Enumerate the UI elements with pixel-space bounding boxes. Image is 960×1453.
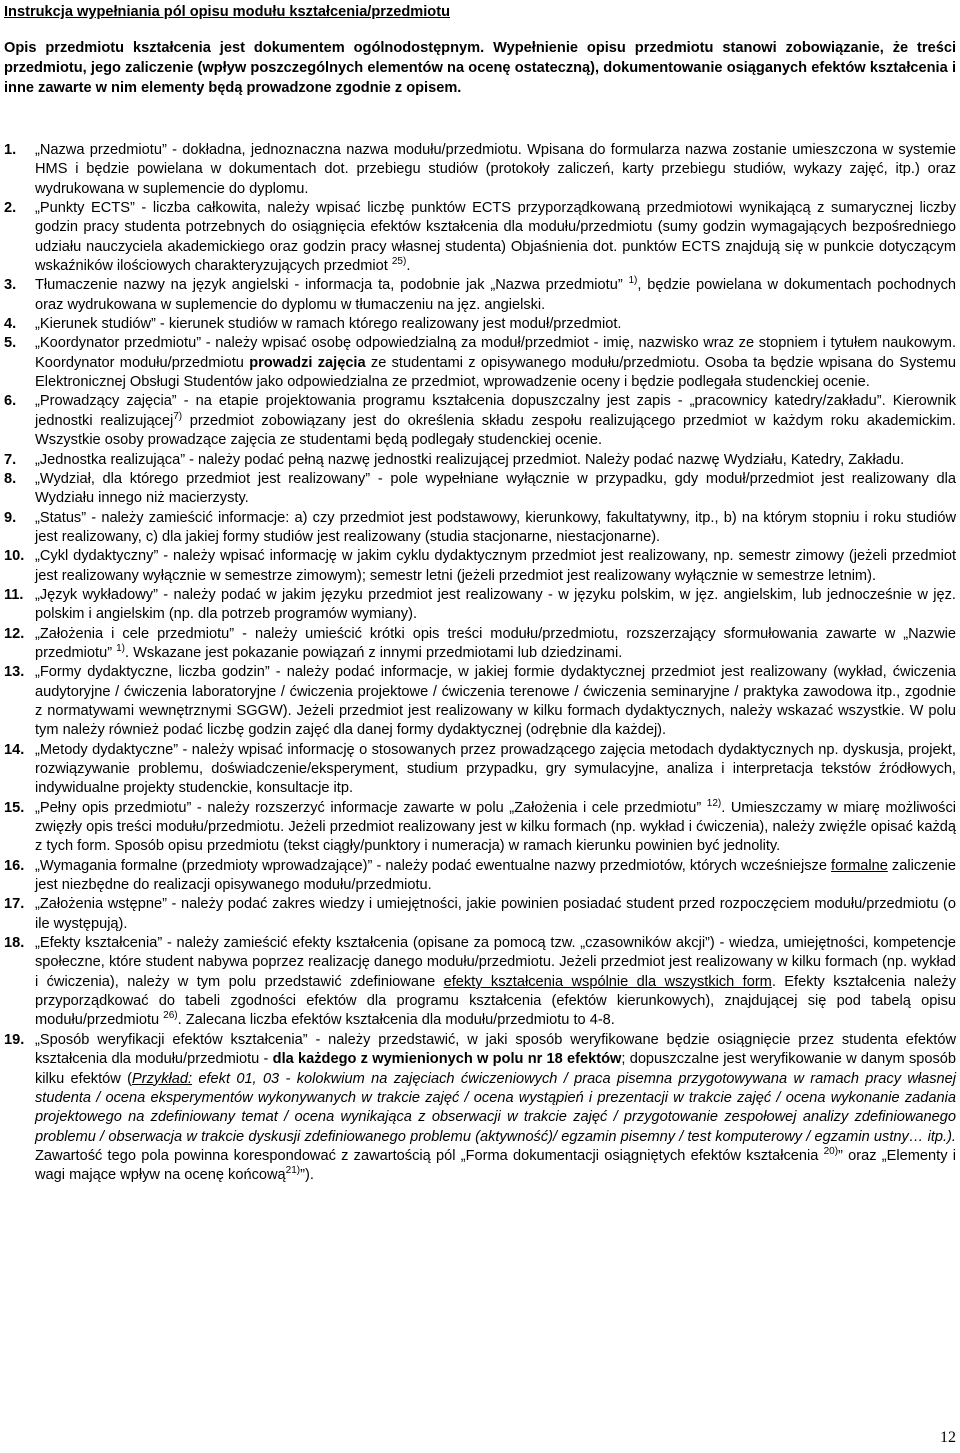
item-text-segment: ze studentami z opisywanego modułu/przedmiotu. Osoba ta będzie wpisana do Systemu Elektronicznej Obsługi Studentów jako odpowiedzialna ze przedmiot, wprowadzenie oceny i będzie podlegała studenckiej ocenie. <box>35 354 956 391</box>
item-number: 3. <box>4 277 17 294</box>
item-text <box>35 895 956 934</box>
item-text-segment: zaliczenie jest niezbędne do realizacji opisywanego modułu/przedmiotu. <box>35 857 957 894</box>
item-text <box>35 509 956 548</box>
item-text-segment: Przykład: <box>132 1070 193 1087</box>
item-text-segment: „Wymagania formalne (przedmioty wprowadzające)” - należy podać ewentualne nazwy przedmiotów, których wcześniejsze <box>35 857 832 874</box>
item-number: 8. <box>4 470 17 487</box>
list-item <box>4 451 956 470</box>
item-text <box>35 334 956 392</box>
item-number: 14. <box>4 741 25 758</box>
list-item <box>4 470 956 509</box>
item-text <box>35 141 956 199</box>
item-number: 15. <box>4 799 25 816</box>
item-text-segment: „Sposób weryfikacji efektów kształcenia” - należy przedstawić, w jaki sposób weryfikowane będzie osiągnięcie przez studenta efektów kształcenia dla modułu/przedmiotu - <box>35 1031 956 1068</box>
item-text-segment: „Pełny opis przedmiotu” - należy rozszerzyć informacje zawarte w polu „Założenia i cele przedmiotu” <box>35 799 707 816</box>
item-text-segment: „Metody dydaktyczne” - należy wpisać informację o stosowanych przez prowadzącego zajęcia metodach dydaktycznych np. dyskusja, projekt, rozwiązywanie problemu, doświadczenie/eksperyment, studium przypadku, gry symulacyjne, analiza i interpretacja tekstów źródłowych, indywidualne projekty studenckie, konsultacje itp. <box>35 741 956 797</box>
item-number: 1. <box>4 142 17 158</box>
item-text-segment: efekty kształcenia wspólnie dla wszystkich form <box>443 973 772 990</box>
item-number: 2. <box>4 200 17 217</box>
item-text <box>35 547 956 586</box>
footnote-reference: 12) <box>706 797 722 809</box>
item-text-segment: przedmiot zobowiązany jest do określenia składu zespołu realizującego przedmiot w każdym roku akademickim. Wszystkie osoby prowadzące zajęcia ze studentami będą podlegały studenckiej ocenie. <box>35 412 956 449</box>
list-item <box>4 625 956 664</box>
item-text-segment: Tłumaczenie nazwy na język angielski - informacja ta, podobnie jak „Nazwa przedmiotu” <box>35 277 629 294</box>
footnote-reference: 1) <box>116 642 126 654</box>
item-text <box>35 199 956 276</box>
item-text-segment: „Założenia wstępne” - należy podać zakres wiedzy i umiejętności, jakie powinien posiadać student przed rozpoczęciem modułu/przedmiotu (o ile występują). <box>35 896 956 932</box>
item-text-segment: „Formy dydaktyczne, liczba godzin” - należy podać informacje, w jakiej formie dydaktycznej przedmiot jest realizowany (wykład, ćwiczenia audytoryjne / ćwiczenia laboratoryjne / ćwiczenia projektowe / ćwiczenia terenowe / ćwiczenia seminaryjne / praktyka zawodowa itp., zgodnie z normatywami wewnętrznymi SGGW). Jeżeli przedmiot jest realizowany w kilku formach dydaktycznych, należy wskazać wszystkie. W polu tym należy również podać liczbę godzin zajęć dla danej formy dydaktycznej (odrębnie dla każdej). <box>35 664 956 739</box>
item-text-segment: . <box>406 258 411 275</box>
item-text-segment: . Wskazane jest pokazanie powiązań z innymi przedmiotami lub dziedzinami. <box>125 644 623 661</box>
document-title: Instrukcja wypełniania pól opisu modułu kształcenia/przedmiotu <box>4 4 451 20</box>
item-text-segment: ” oraz „Elementy i wagi mające wpływ na ocenę końcową <box>35 1147 956 1184</box>
item-text-segment: „Status” - należy zamieścić informacje: a) czy przedmiot jest podstawowy, kierunkowy, fakultatywny, itp., b) na którym stopniu i roku studiów jest realizowany, c) dla jakiej formy studiów jest realizowany (studia stacjonarne, niestacjonarne). <box>35 509 956 545</box>
item-number: 18. <box>4 935 25 952</box>
item-number: 11. <box>4 586 24 603</box>
item-number: 5. <box>4 335 17 352</box>
item-number: 12. <box>4 625 25 642</box>
item-text <box>35 1031 956 1186</box>
list-item <box>4 276 956 315</box>
list-item <box>4 509 956 548</box>
item-text <box>35 799 956 857</box>
list-item <box>4 547 956 586</box>
list-item <box>4 199 956 276</box>
item-text-segment: „Jednostka realizująca” - należy podać pełną nazwę jednostki realizującej przedmiot. Należy podać nazwę Wydziału, Katedry, Zakładu. <box>35 451 905 468</box>
list-item <box>4 334 956 392</box>
intro-paragraph: Opis przedmiotu kształcenia jest dokumentem ogólnodostępnym. Wypełnienie opisu przedmiotu stanowi zobowiązanie, że treści przedmiotu, jego zaliczenie (wpływ poszczególnych elementów na ocenę ostateczną), dokumentowanie osiąganych efektów kształcenia i inne zawarte w nim elementy będą prowadzone zgodnie z opisem. <box>4 40 956 96</box>
item-text <box>35 276 956 315</box>
item-number: 7. <box>4 451 17 468</box>
page-number: 12 <box>940 1429 956 1446</box>
item-text-segment: „Koordynator przedmiotu” - należy wpisać osobę odpowiedzialną za moduł/przedmiot - imię, nazwisko wraz ze stopniem i tytułem naukowym. Koordynator modułu/przedmiotu <box>35 335 956 371</box>
instruction-list <box>4 141 956 1186</box>
item-text-segment: „Efekty kształcenia” - należy zamieścić efekty kształcenia (opisane za pomocą tzw. „czasowników akcji”) - wiedza, umiejętności, kompetencje społeczne, które student nabywa poprzez realizację danego modułu/przedmiotu. Jeżeli przedmiot jest realizowany w kilku formach (np. wykład i ćwiczenia), należy w tym polu przedstawić zdefiniowane <box>35 935 956 990</box>
item-text <box>35 451 956 470</box>
item-text <box>35 857 956 896</box>
list-item <box>4 741 956 799</box>
list-item <box>4 392 956 450</box>
item-text-segment: ”). <box>300 1167 314 1184</box>
item-number: 9. <box>4 509 17 526</box>
item-number: 16. <box>4 857 25 874</box>
footnote-reference: 25) <box>391 256 407 268</box>
footnote-reference: 7) <box>173 410 183 422</box>
item-text-segment: „Cykl dydaktyczny” - należy wpisać informację w jakim cyklu dydaktycznym przedmiot jest realizowany, np. semestr zimowy (jeżeli przedmiot jest realizowany wyłącznie w semestrze zimowym); semestr letni (jeżeli przedmiot jest realizowany wyłącznie w semestrze letnim). <box>35 548 956 584</box>
item-number: 6. <box>4 393 17 410</box>
item-number: 19. <box>4 1031 25 1048</box>
item-text-segment: prowadzi zajęcia <box>249 354 366 371</box>
item-text-segment: „Wydział, dla którego przedmiot jest realizowany” - pole wypełniane wyłącznie w przypadku, gdy moduł/przedmiot jest realizowany dla Wydziału innego niż macierzysty. <box>35 470 956 507</box>
footnote-reference: 26) <box>163 1010 178 1022</box>
item-text <box>35 625 956 664</box>
item-number: 17. <box>4 896 25 913</box>
item-text <box>35 586 956 625</box>
list-item <box>4 895 956 934</box>
item-text-segment: formalne <box>831 857 888 874</box>
list-item <box>4 934 956 1031</box>
item-text-segment: , będzie powielana w dokumentach pochodnych oraz wydrukowana w suplemencie do dyplomu w tłumaczeniu na jęz. angielski. <box>35 277 957 313</box>
item-number: 10. <box>4 548 25 565</box>
item-text-segment: efekt 01, 03 - kolokwium na zajęciach ćwiczeniowych / praca pisemna przygotowywana w ramach pracy własnej studenta / ocena eksperymentów wykonywanych w trakcie zajęć / ocena wystąpień i prezentacji w trakcie zajęć / ocena wykonanie zadania projektowego na zdefiniowany temat / ocena wynikająca z obserwacji w trakcie zajęć / przygotowanie zespołowej analizy zdefiniowanego problemu / obserwacja w trakcie dyskusji zdefiniowanego problemu (aktywność)/ egzamin pisemny / test komputerowy / egzamin ustny… itp.). <box>35 1070 956 1145</box>
footnote-reference: 20) <box>823 1145 839 1157</box>
list-item <box>4 141 956 199</box>
list-item <box>4 1031 956 1186</box>
footnote-reference: 1) <box>628 275 638 287</box>
item-text-segment: „Nazwa przedmiotu” - dokładna, jednoznaczna nazwa modułu/przedmiotu. Wpisana do formularza nazwa zostanie umieszczona w systemie HMS i będzie powielana w dokumentach dot. przebiegu studiów (protokoły zaliczeń, karty przebiegu studiów, wykazy zajęć, itp.) oraz wydrukowana w suplemencie do dyplomu. <box>35 142 956 197</box>
item-text-segment: . Zalecana liczba efektów kształcenia dla modułu/przedmiotu to 4-8. <box>177 1012 615 1029</box>
footnote-reference: 21) <box>285 1165 301 1177</box>
list-item <box>4 315 956 334</box>
item-number: 13. <box>4 664 25 681</box>
item-number: 4. <box>4 316 17 333</box>
list-item <box>4 586 956 625</box>
item-text-segment: „Prowadzący zajęcia” - na etapie projektowania programu kształcenia dopuszczalny jest zapis - „pracownicy katedry/zakładu”. Kierownik jednostki realizującej <box>35 393 956 429</box>
item-text-segment: dla każdego z wymienionych w polu nr 18 efektów <box>272 1051 622 1068</box>
item-text <box>35 315 956 334</box>
item-text <box>35 470 956 509</box>
item-text <box>35 741 956 799</box>
list-item <box>4 663 956 740</box>
item-text-segment: . Umieszczamy w miarę możliwości zwięzły opis treści modułu/przedmiotu. Jeżeli przedmiot realizowany jest w kilku formach (np. wykład i ćwiczenia), należy zwięźle opisać każdą z tych form. Sposób opisu przedmiotu (tekst ciągły/punktory i numeracja) w ramach kierunku powinien być jednolity. <box>35 799 956 855</box>
item-text <box>35 663 956 740</box>
item-text-segment: „Kierunek studiów” - kierunek studiów w ramach którego realizowany jest moduł/przedmiot. <box>35 316 622 333</box>
item-text <box>35 392 956 450</box>
list-item <box>4 799 956 857</box>
item-text <box>35 934 956 1031</box>
item-text-segment: „Założenia i cele przedmiotu” - należy umieścić krótki opis treści modułu/przedmiotu, rozszerzający sformułowania zawarte w „Nazwie przedmiotu” <box>35 625 956 661</box>
item-text-segment: Zawartość tego pola powinna korespondować z zawartością pól „Forma dokumentacji osiągniętych efektów kształcenia <box>35 1147 824 1164</box>
item-text-segment: . Efekty kształcenia należy przyporządkować do tabeli zgodności efektów dla programu kształcenia (efektów kierunkowych), znajdującej się pod tabelą opisu modułu/przedmiotu <box>35 973 956 1029</box>
item-text-segment: ; dopuszczalne jest weryfikowanie w danym sposób kilku efektów ( <box>35 1051 956 1087</box>
item-text-segment: „Język wykładowy” - należy podać w jakim języku przedmiot jest realizowany - w języku polskim, w jęz. angielskim, lub jednocześnie w jęz. polskim i angielskim (np. dla potrzeb programów wymiany). <box>35 586 956 623</box>
list-item <box>4 857 956 896</box>
item-text-segment: „Punkty ECTS” - liczba całkowita, należy wpisać liczbę punktów ECTS przyporządkowaną przedmiotowi wynikającą z sumarycznej liczby godzin pracy studenta potrzebnych do osiągnięcia efektów kształcenia dla modułu/przedmiotu (sumy godzin wymagających bezpośredniego udziału nauczyciela akademickiego oraz godzin pracy własnej studenta) Objaśnienia dot. punktów ECTS znajdują się w punkcie dotyczącym wskaźników ilościowych charakteryzujących przedmiot <box>35 200 956 275</box>
